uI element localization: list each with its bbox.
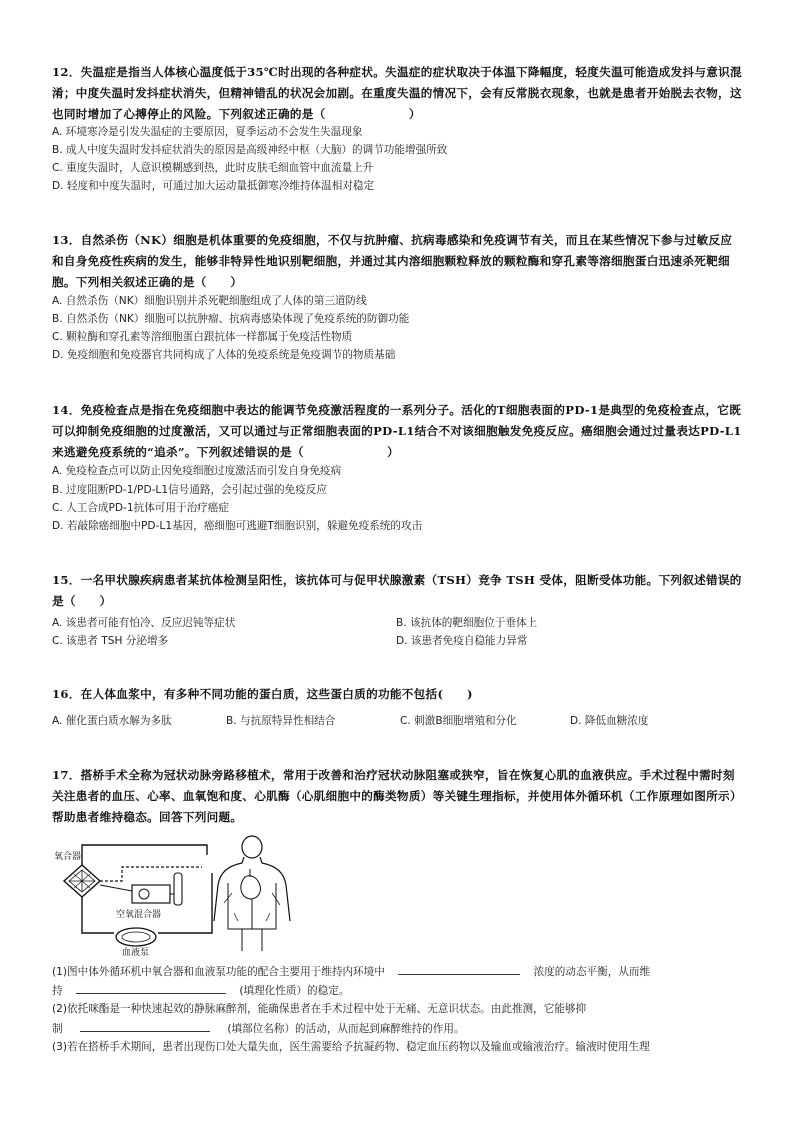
extracorporeal-circulation-figure [52,833,302,958]
q16-option-d: D. 降低血糖浓度 [570,715,649,727]
blood-pump-label: 血液泵 [122,948,150,958]
q15-option-a: A. 该患者可能有怕冷、反应迟钝等症状 [52,617,236,629]
q12-option-a: A. 环境寒冷是引发失温症的主要原因，夏季运动不会发生失温现象 [52,126,363,138]
q17-sub2-text-b: 制 [52,1023,63,1035]
q15-option-d: D. 该患者免疫自稳能力异常 [396,635,528,647]
q17-sub2-line2 [52,1019,742,1039]
q14-option-a: A. 免疫检查点可以防止因免疫细胞过度激活而引发自身免疫病 [52,465,342,477]
question-17-stem: 17．搭桥手术全称为冠状动脉旁路移植术，常用于改善和治疗冠状动脉阻塞或狭窄，旨在恢复心肌的血液供应。手术过程中需时刻关注患者的血压、心率、血氧饱和度、心肌酶（心肌细胞中的酶类物质）等关键生理指标，并使用体外循环机（工作原理如图所示）帮助患者维持稳态。回答下列问题。 [52,768,742,824]
question-14-stem: 14．免疫检查点是指在免疫细胞中表达的能调节免疫激活程度的一系列分子。活化的T细胞表面的PD-1是典型的免疫检查点，它既可以抑制免疫细胞的过度激活，又可以通过与正常细胞表面的PD-L1结合不对该细胞触发免疫反应。癌细胞会通过过量表达PD-L1来逃避免疫系统的“追杀”。下列叙述错误的是（ ） [52,403,742,459]
oxygenator-label: 氧合器 [54,852,82,862]
q12-option-d: D. 轻度和中度失温时，可通过加大运动量抵御寒冷维持体温相对稳定 [52,180,375,192]
q14-option-c: C. 人工合成PD-1抗体可用于治疗癌症 [52,502,229,514]
q16-option-c: C. 刺激B细胞增殖和分化 [400,715,517,727]
q13-option-c: C. 颗粒酶和穿孔素等溶细胞蛋白跟抗体一样都属于免疫活性物质 [52,331,353,343]
q17-sub2-line1: (2)依托咪酯是一种快速起效的静脉麻醉剂，能确保患者在手术过程中处于无痛、无意识状态。由此推测，它能够抑 [52,1003,587,1015]
air-mixer-label: 空氧混合器 [116,910,162,920]
oxygenator-icon [64,865,100,897]
q17-answer-blank-1[interactable] [398,962,520,975]
q13-option-d: D. 免疫细胞和免疫器官共同构成了人体的免疫系统是免疫调节的物质基础 [52,349,396,361]
question-12-stem: 12．失温症是指当人体核心温度低于35℃时出现的各种症状。失温症的症状取决于体温下降幅度，轻度失温可能造成发抖与意识混淆；中度失温时发抖症状消失，但精神错乱的状况会加剧。在重度失温的情况下，会有反常脱衣现象，也就是患者开始脱去衣物，这也同时增加了心搏停止的风险。下列叙述正确的是（ ） [52,65,742,121]
q16-option-b: B. 与抗原特异性相结合 [226,715,336,727]
question-13-stem: 13．自然杀伤（NK）细胞是机体重要的免疫细胞，不仅与抗肿瘤、抗病毒感染和免疫调节有关，而且在某些情况下参与过敏反应和自身免疫性疾病的发生，能够非特异性地识别靶细胞，并通过其内溶细胞颗粒释放的颗粒酶和穿孔素等溶细胞蛋白迅速杀死靶细胞。下列相关叙述正确的是（ ） [52,233,733,289]
q15-option-c: C. 该患者 TSH 分泌增多 [52,635,169,647]
q12-option-b: B. 成人中度失温时发抖症状消失的原因是高级神经中枢（大脑）的调节功能增强所致 [52,144,448,156]
question-16-stem: 16．在人体血浆中，有多种不同功能的蛋白质，这些蛋白质的功能不包括( ) [52,687,473,701]
q12-option-c: C. 重度失温时，人意识模糊感到热，此时皮肤毛细血管中血流量上升 [52,162,374,174]
q17-sub1-line2 [52,981,742,1001]
q16-option-a: A. 催化蛋白质水解为多肽 [52,715,172,727]
q17-sub2-text-c: (填部位名称）的活动，从而起到麻醉维持的作用。 [227,1023,465,1035]
q14-option-d: D. 若敲除癌细胞中PD-L1基因，癌细胞可逃避T细胞识别，躲避免疫系统的攻击 [52,520,423,532]
q17-sub1-text-c: 持 [52,985,63,997]
q17-sub1-line1 [52,962,742,982]
q15-option-b: B. 该抗体的靶细胞位于垂体上 [396,617,538,629]
q17-sub1-text-a: (1)图中体外循环机中氧合器和血液泵功能的配合主要用于维持内环境中 [52,966,385,978]
air-mixer-icon [100,873,182,905]
q17-answer-blank-2[interactable] [76,981,226,994]
q13-option-b: B. 自然杀伤（NK）细胞可以抗肿瘤、抗病毒感染体现了免疫系统的防御功能 [52,313,410,325]
q17-sub3-line1: (3)若在搭桥手术期间，患者出现伤口处大量失血，医生需要给予抗凝药物、稳定血压药物以及输血或输液治疗。输液时使用生理 [52,1041,650,1053]
patient-body-icon [214,836,290,951]
blood-pump-icon [116,928,156,946]
question-15-stem: 15．一名甲状腺疾病患者某抗体检测呈阳性，该抗体可与促甲状腺激素（TSH）竞争 TSH 受体，阻断受体功能。下列叙述错误的是（ ） [52,573,742,608]
q13-option-a: A. 自然杀伤（NK）细胞识别并杀死靶细胞组成了人体的第三道防线 [52,295,367,307]
q17-sub1-text-d: (填理化性质）的稳定。 [239,985,350,997]
q17-answer-blank-3[interactable] [80,1019,210,1032]
q14-option-b: B. 过度阻断PD-1/PD-L1信号通路，会引起过强的免疫反应 [52,484,327,496]
q17-sub1-text-b: 浓度的动态平衡，从而维 [533,966,651,978]
